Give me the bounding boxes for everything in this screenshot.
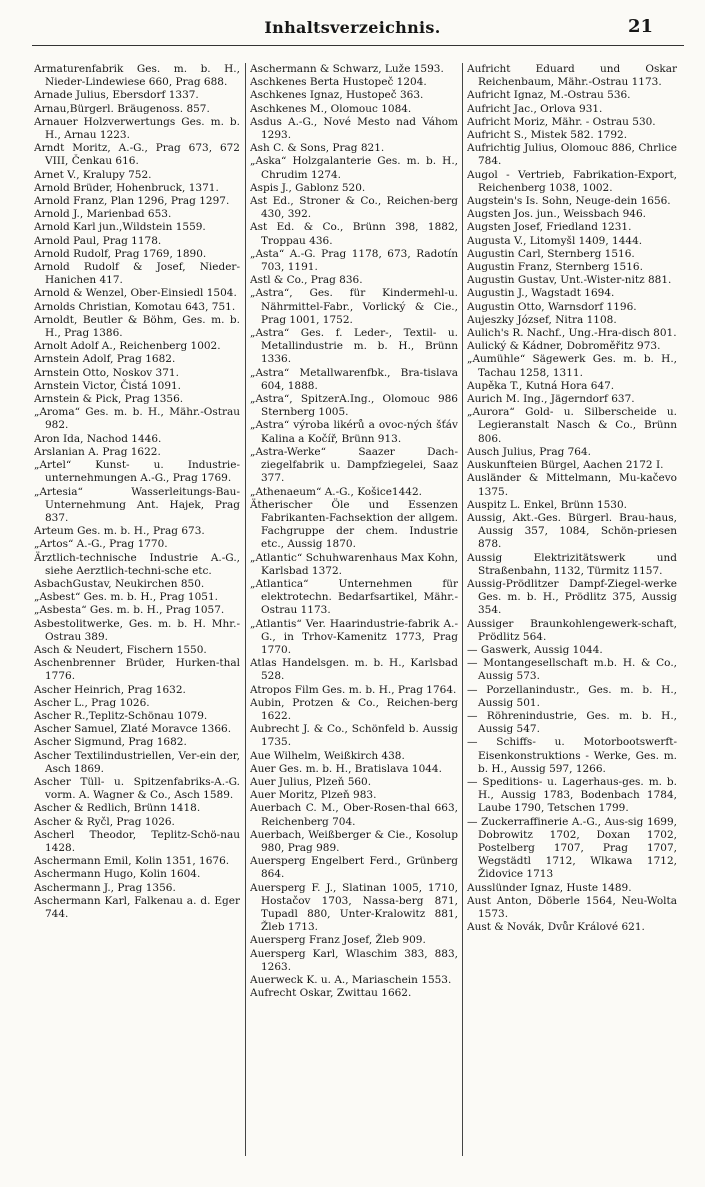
index-entry: Arnauer Holzverwertungs Ges. m. b. H., Arnau 1223. xyxy=(34,115,240,142)
index-entry: Arteum Ges. m. b. H., Prag 673. xyxy=(34,525,205,538)
index-entry: Aschermann Hugo, Kolin 1604. xyxy=(34,868,201,881)
index-entry: Aubin, Protzen & Co., Reichen-berg 1622. xyxy=(250,696,458,722)
index-entry: Aussig, Akt.-Ges. Bürgerl. Brau-haus, Aussig 357, 1084, Schön-priesen 878. xyxy=(467,511,677,551)
index-entry: Aurich M. Ing., Jägerndorf 637. xyxy=(467,393,635,406)
index-entry: Aubrecht J. & Co., Schönfeld b. Aussig 1735. xyxy=(250,723,458,749)
index-entry: „Aroma“ Ges. m. b. H., Mähr.-Ostrau 982. xyxy=(34,406,240,432)
index-entry: Ascher & Redlich, Brünn 1418. xyxy=(34,802,201,815)
column-divider xyxy=(245,63,246,1156)
index-entry: Auerbach, Weißberger & Cie., Kosolup 980, Prag 989. xyxy=(250,828,458,854)
index-entry: Arslanian A. Prag 1622. xyxy=(34,445,161,458)
index-entry: Aussig-Prödlitzer Dampf-Ziegel-werke Ges. m. b. H., Prödlitz 375, Aussig 354. xyxy=(467,577,677,617)
index-entry: — Gaswerk, Aussig 1044. xyxy=(467,643,603,656)
index-entry: Aschkenes Ignaz, Hustopeč 363. xyxy=(250,89,424,102)
page-title: Inhaltsverzeichnis. xyxy=(264,18,441,37)
index-entry: Arnstein Adolf, Prag 1682. xyxy=(34,353,176,366)
index-entry: Arndt Moritz, A.-G., Prag 673, 672 VIII, Čenkau 616. xyxy=(34,142,240,168)
index-entry: Ausch Julius, Prag 764. xyxy=(467,445,592,458)
index-entry: Arnoldt, Beutler & Böhm, Ges. m. b. H., Prag 1386. xyxy=(34,313,240,340)
index-entry: Atlas Handelsgen. m. b. H., Karlsbad 528. xyxy=(250,657,458,683)
index-entry: — Montangesellschaft m.b. H. & Co., Aussig 573. xyxy=(467,657,677,683)
index-entry: „Astra“ Metallwarenfbk., Bra-tislava 604, 1888. xyxy=(250,366,458,392)
index-entry: Arnold Paul, Prag 1178. xyxy=(34,234,162,247)
index-entry: „Asbest“ Ges. m. b. H., Prag 1051. xyxy=(34,591,218,604)
index-column-2 xyxy=(250,63,458,1000)
index-entry: Ast Ed. & Co., Brünn 398, 1882, Troppau 436. xyxy=(250,221,458,247)
index-entry: Aschermann Karl, Falkenau a. d. Eger 744. xyxy=(34,894,240,920)
index-entry: Ascher & Ryčl, Prag 1026. xyxy=(34,815,175,828)
index-entry: „Aska“ Holzgalanterie Ges. m. b. H., Chrudim 1274. xyxy=(250,155,458,181)
index-entry: Arnold J., Marienbad 653. xyxy=(34,208,172,221)
index-entry: Aschermann & Schwarz, Luže 1593. xyxy=(250,63,444,75)
page-number: 21 xyxy=(627,16,653,37)
index-entry: Ausslünder Ignaz, Huste 1489. xyxy=(467,881,632,894)
index-entry: Ascher Samuel, Zlaté Moravce 1366. xyxy=(34,723,232,736)
index-entry: Asbestolitwerke, Ges. m. b. H. Mhr.-Ostrau 389. xyxy=(34,617,240,643)
index-entry: Arnold Rudolf, Prag 1769, 1890. xyxy=(34,247,207,260)
index-entry: — Röhrenindustrie, Ges. m. b. H., Aussig 547. xyxy=(467,709,677,736)
index-entry: Astl & Co., Prag 836. xyxy=(250,274,363,287)
index-entry: Arnold Karl jun.,Wildstein 1559. xyxy=(34,221,206,234)
index-entry: Ätherischer Öle und Essenzen Fabrikanten-Fachsektion der allgem. Fachgruppe der chem. Industrie etc., Aussig 1870. xyxy=(250,498,458,551)
index-entry: Aufrichtig Julius, Olomouc 886, Chrlice 784. xyxy=(467,142,677,168)
index-entry: Aschermann J., Prag 1356. xyxy=(34,881,176,894)
index-entry: Aufricht Ignaz, M.-Ostrau 536. xyxy=(467,89,631,102)
index-entry: Arnstein Otto, Noskov 371. xyxy=(34,366,179,379)
index-entry: Ash C. & Sons, Prag 821. xyxy=(250,142,385,155)
index-entry: Auersperg Engelbert Ferd., Grünberg 864. xyxy=(250,855,458,881)
index-entry: — Speditions- u. Lagerhaus-ges. m. b. H., Aussig 1783, Bodenbach 1784, Laube 1790, Tetschen 1799. xyxy=(467,775,677,815)
header-rule xyxy=(32,45,684,46)
index-entry: Augsten Josef, Friedland 1231. xyxy=(467,221,632,234)
index-entry: „Astra“ výroba likérů a ovoc-ných šťáv Kalina a Kočíř, Brünn 913. xyxy=(250,419,458,445)
index-entry: Aue Wilhelm, Weißkirch 438. xyxy=(250,749,405,762)
index-entry: Auersperg Franz Josef, Žleb 909. xyxy=(250,934,426,947)
index-entry: Ascher R.,Teplitz-Schönau 1079. xyxy=(34,709,208,722)
index-entry: „Athenaeum“ A.-G., Košice1442. xyxy=(250,485,422,498)
index-entry: Auspitz L. Enkel, Brünn 1530. xyxy=(467,498,628,511)
index-entry: Arnolt Adolf A., Reichenberg 1002. xyxy=(34,340,221,353)
index-entry: „Aurora“ Gold- u. Silberscheide u. Legieranstalt Nasch & Co., Brünn 806. xyxy=(467,406,677,445)
index-entry: Arnold Brüder, Hohenbruck, 1371. xyxy=(34,181,219,194)
index-entry: — Porzellanindustr., Ges. m. b. H., Aussig 501. xyxy=(467,683,677,709)
index-entry: „Atlantic“ Schuhwarenhaus Max Kohn, Karlsbad 1372. xyxy=(250,551,458,577)
index-entry: Asch & Neudert, Fischern 1550. xyxy=(34,643,207,656)
index-entry: „Aumühle“ Sägewerk Ges. m. b. H., Tachau 1258, 1311. xyxy=(467,353,677,379)
index-entry: Auerweck K. u. A., Mariaschein 1553. xyxy=(250,974,452,987)
index-entry: Arnet V., Kralupy 752. xyxy=(34,168,152,181)
index-entry: Aust Anton, Döberle 1564, Neu-Wolta 1573. xyxy=(467,894,677,920)
index-entry: Aschenbrenner Brüder, Hurken-thal 1776. xyxy=(34,657,240,683)
index-entry: Armaturenfabrik Ges. m. b. H., Nieder-Lindewiese 660, Prag 688. xyxy=(34,63,240,89)
index-entry: „Artel“ Kunst- u. Industrie-unternehmungen A.-G., Prag 1769. xyxy=(34,459,240,485)
index-entry: Aufricht Moriz, Mähr. - Ostrau 530. xyxy=(467,115,656,128)
index-entry: „Artos“ A.-G., Prag 1770. xyxy=(34,538,168,551)
index-entry: Aussig Elektrizitätswerk und Straßenbahn, 1132, Türmitz 1157. xyxy=(467,551,677,577)
index-entry: Auer Julius, Plzeň 560. xyxy=(250,775,372,788)
index-entry: Aschkenes Berta Hustopeč 1204. xyxy=(250,76,427,89)
index-entry: Auerbach C. M., Ober-Rosen-thal 663, Reichenberg 704. xyxy=(250,802,458,828)
index-entry: Aussiger Braunkohlengewerk-schaft, Prödlitz 564. xyxy=(467,617,677,643)
index-entry: Ascher Textilindustriellen, Ver-ein der, Asch 1869. xyxy=(34,749,240,775)
index-entry: Ascher Tüll- u. Spitzenfabriks-A.-G. vorm. A. Wagner & Co., Asch 1589. xyxy=(34,775,240,802)
index-entry: „Astra“, SpitzerA.Ing., Olomouc 986 Sternberg 1005. xyxy=(250,393,458,419)
index-entry: Augustin Carl, Sternberg 1516. xyxy=(467,247,635,260)
index-entry: „Artesia“ Wasserleitungs-Bau-Unternehmung Ant. Hajek, Prag 837. xyxy=(34,485,240,524)
index-entry: Auersperg F. J., Slatinan 1005, 1710, Hostačov 1703, Nassa-berg 871, Tupadl 880, Unter-Kralowitz 881, Žleb 1713. xyxy=(250,881,458,934)
index-entry: Augsten Jos. jun., Weissbach 946. xyxy=(467,208,647,221)
index-entry: „Atlantis“ Ver. Haarindustrie-fabrik A.-G., in Trhov-Kamenitz 1773, Prag 1770. xyxy=(250,617,458,656)
index-entry: Aufrecht Oskar, Zwittau 1662. xyxy=(250,987,412,1000)
index-column-3 xyxy=(467,63,677,934)
index-entry: Aschkenes M., Olomouc 1084. xyxy=(250,102,412,115)
index-entry: Arnstein & Pick, Prag 1356. xyxy=(34,393,184,406)
index-entry: Arnold Rudolf & Josef, Nieder-Hanichen 417. xyxy=(34,261,240,287)
index-entry: Augstein's Is. Sohn, Neuge-dein 1656. xyxy=(467,195,671,208)
index-entry: Aron Ida, Nachod 1446. xyxy=(34,432,162,445)
index-entry: „Astra“, Ges. für Kindermehl-u. Nährmittel-Fabr., Vorlický & Cie., Prag 1001, 1752. xyxy=(250,287,458,326)
index-entry: Arnold Franz, Plan 1296, Prag 1297. xyxy=(34,195,230,208)
index-entry: Ascher L., Prag 1026. xyxy=(34,696,150,709)
index-entry: Augustin Gustav, Unt.-Wister-nitz 881. xyxy=(467,274,672,287)
index-entry: Auskunfteien Bürgel, Aachen 2172 I. xyxy=(467,459,664,472)
index-entry: Aujeszky József, Nitra 1108. xyxy=(467,313,617,326)
index-entry: Ascherl Theodor, Teplitz-Schö-nau 1428. xyxy=(34,828,240,854)
index-entry: Ausländer & Mittelmann, Mu-kačevo 1375. xyxy=(467,472,677,498)
index-entry: Asdus A.-G., Nové Mesto nad Váhom 1293. xyxy=(250,115,458,142)
index-entry: AsbachGustav, Neukirchen 850. xyxy=(34,577,205,590)
index-entry: Arnolds Christian, Komotau 643, 751. xyxy=(34,300,236,313)
index-entry: Aufricht Jac., Orlova 931. xyxy=(467,102,603,115)
index-entry: Auer Ges. m. b. H., Bratislava 1044. xyxy=(250,762,442,775)
index-entry: Aufricht Eduard und Oskar Reichenbaum, Mähr.-Ostrau 1173. xyxy=(467,63,677,89)
column-divider xyxy=(462,63,463,1156)
index-entry: Augustin Franz, Sternberg 1516. xyxy=(467,261,643,274)
index-entry: Augol - Vertrieb, Fabrikation-Export, Reichenberg 1038, 1002. xyxy=(467,168,677,194)
index-entry: Augustin J., Wagstadt 1694. xyxy=(467,287,615,300)
index-entry: „Astra“ Ges. f. Leder-, Textil- u. Metallindustrie m. b. H., Brünn 1336. xyxy=(250,327,458,366)
index-entry: Arnold & Wenzel, Ober-Einsiedl 1504. xyxy=(34,287,237,300)
index-entry: „Asta“ A.-G. Prag 1178, 673, Radotín 703, 1191. xyxy=(250,247,458,274)
index-entry: Aulický & Kádner, Dobroměřitz 973. xyxy=(467,340,661,353)
index-entry: Atropos Film Ges. m. b. H., Prag 1764. xyxy=(250,683,457,696)
index-entry: Aschermann Emil, Kolin 1351, 1676. xyxy=(34,855,230,868)
index-entry: Aspis J., Gablonz 520. xyxy=(250,181,366,194)
index-entry: Ascher Heinrich, Prag 1632. xyxy=(34,683,186,696)
index-entry: Arnau,Bürgerl. Bräugenoss. 857. xyxy=(34,102,210,115)
index-entry: Arnstein Victor, Čistá 1091. xyxy=(34,379,182,392)
index-entry: Augusta V., Litomyšl 1409, 1444. xyxy=(467,234,643,247)
index-entry: Aufricht S., Mistek 582. 1792. xyxy=(467,129,628,142)
index-entry: „Astra-Werke“ Saazer Dach-ziegelfabrik u. Dampfziegelei, Saaz 377. xyxy=(250,445,458,485)
index-entry: — Schiffs- u. Motorbootswerft-Eisenkonstruktions - Werke, Ges. m. b. H., Aussig 597, 1266. xyxy=(467,736,677,775)
index-entry: Aupěka T., Kutná Hora 647. xyxy=(467,379,615,392)
index-entry: — Zuckerraffinerie A.-G., Aus-sig 1699, Dobrowitz 1702, Doxan 1702, Postelberg 1707, Prag 1707, Wegstädtl 1712, Wlkawa 1712, Židovice 1713 xyxy=(467,815,677,881)
index-entry: Ast Ed., Stroner & Co., Reichen-berg 430, 392. xyxy=(250,195,458,221)
index-column-1 xyxy=(34,63,240,921)
index-entry: Aulich's R. Nachf., Ung.-Hra-disch 801. xyxy=(467,327,677,340)
index-entry: Ärztlich-technische Industrie A.-G., siehe Aerztlich-techni-sche etc. xyxy=(34,551,240,577)
index-entry: Auersperg Karl, Wlaschim 383, 883, 1263. xyxy=(250,947,458,973)
index-entry: Ascher Sigmund, Prag 1682. xyxy=(34,736,187,749)
index-entry: „Atlantica“ Unternehmen für elektrotechn. Bedarfsartikel, Mähr.-Ostrau 1173. xyxy=(250,577,458,617)
index-entry: Arnade Julius, Ebersdorf 1337. xyxy=(34,89,199,102)
index-entry: „Asbesta“ Ges. m. b. H., Prag 1057. xyxy=(34,604,225,617)
index-entry: Auer Moritz, Plzeň 983. xyxy=(250,789,377,802)
index-entry: Augustin Otto, Warnsdorf 1196. xyxy=(467,300,637,313)
index-entry: Aust & Novák, Dvůr Králové 621. xyxy=(467,921,645,934)
